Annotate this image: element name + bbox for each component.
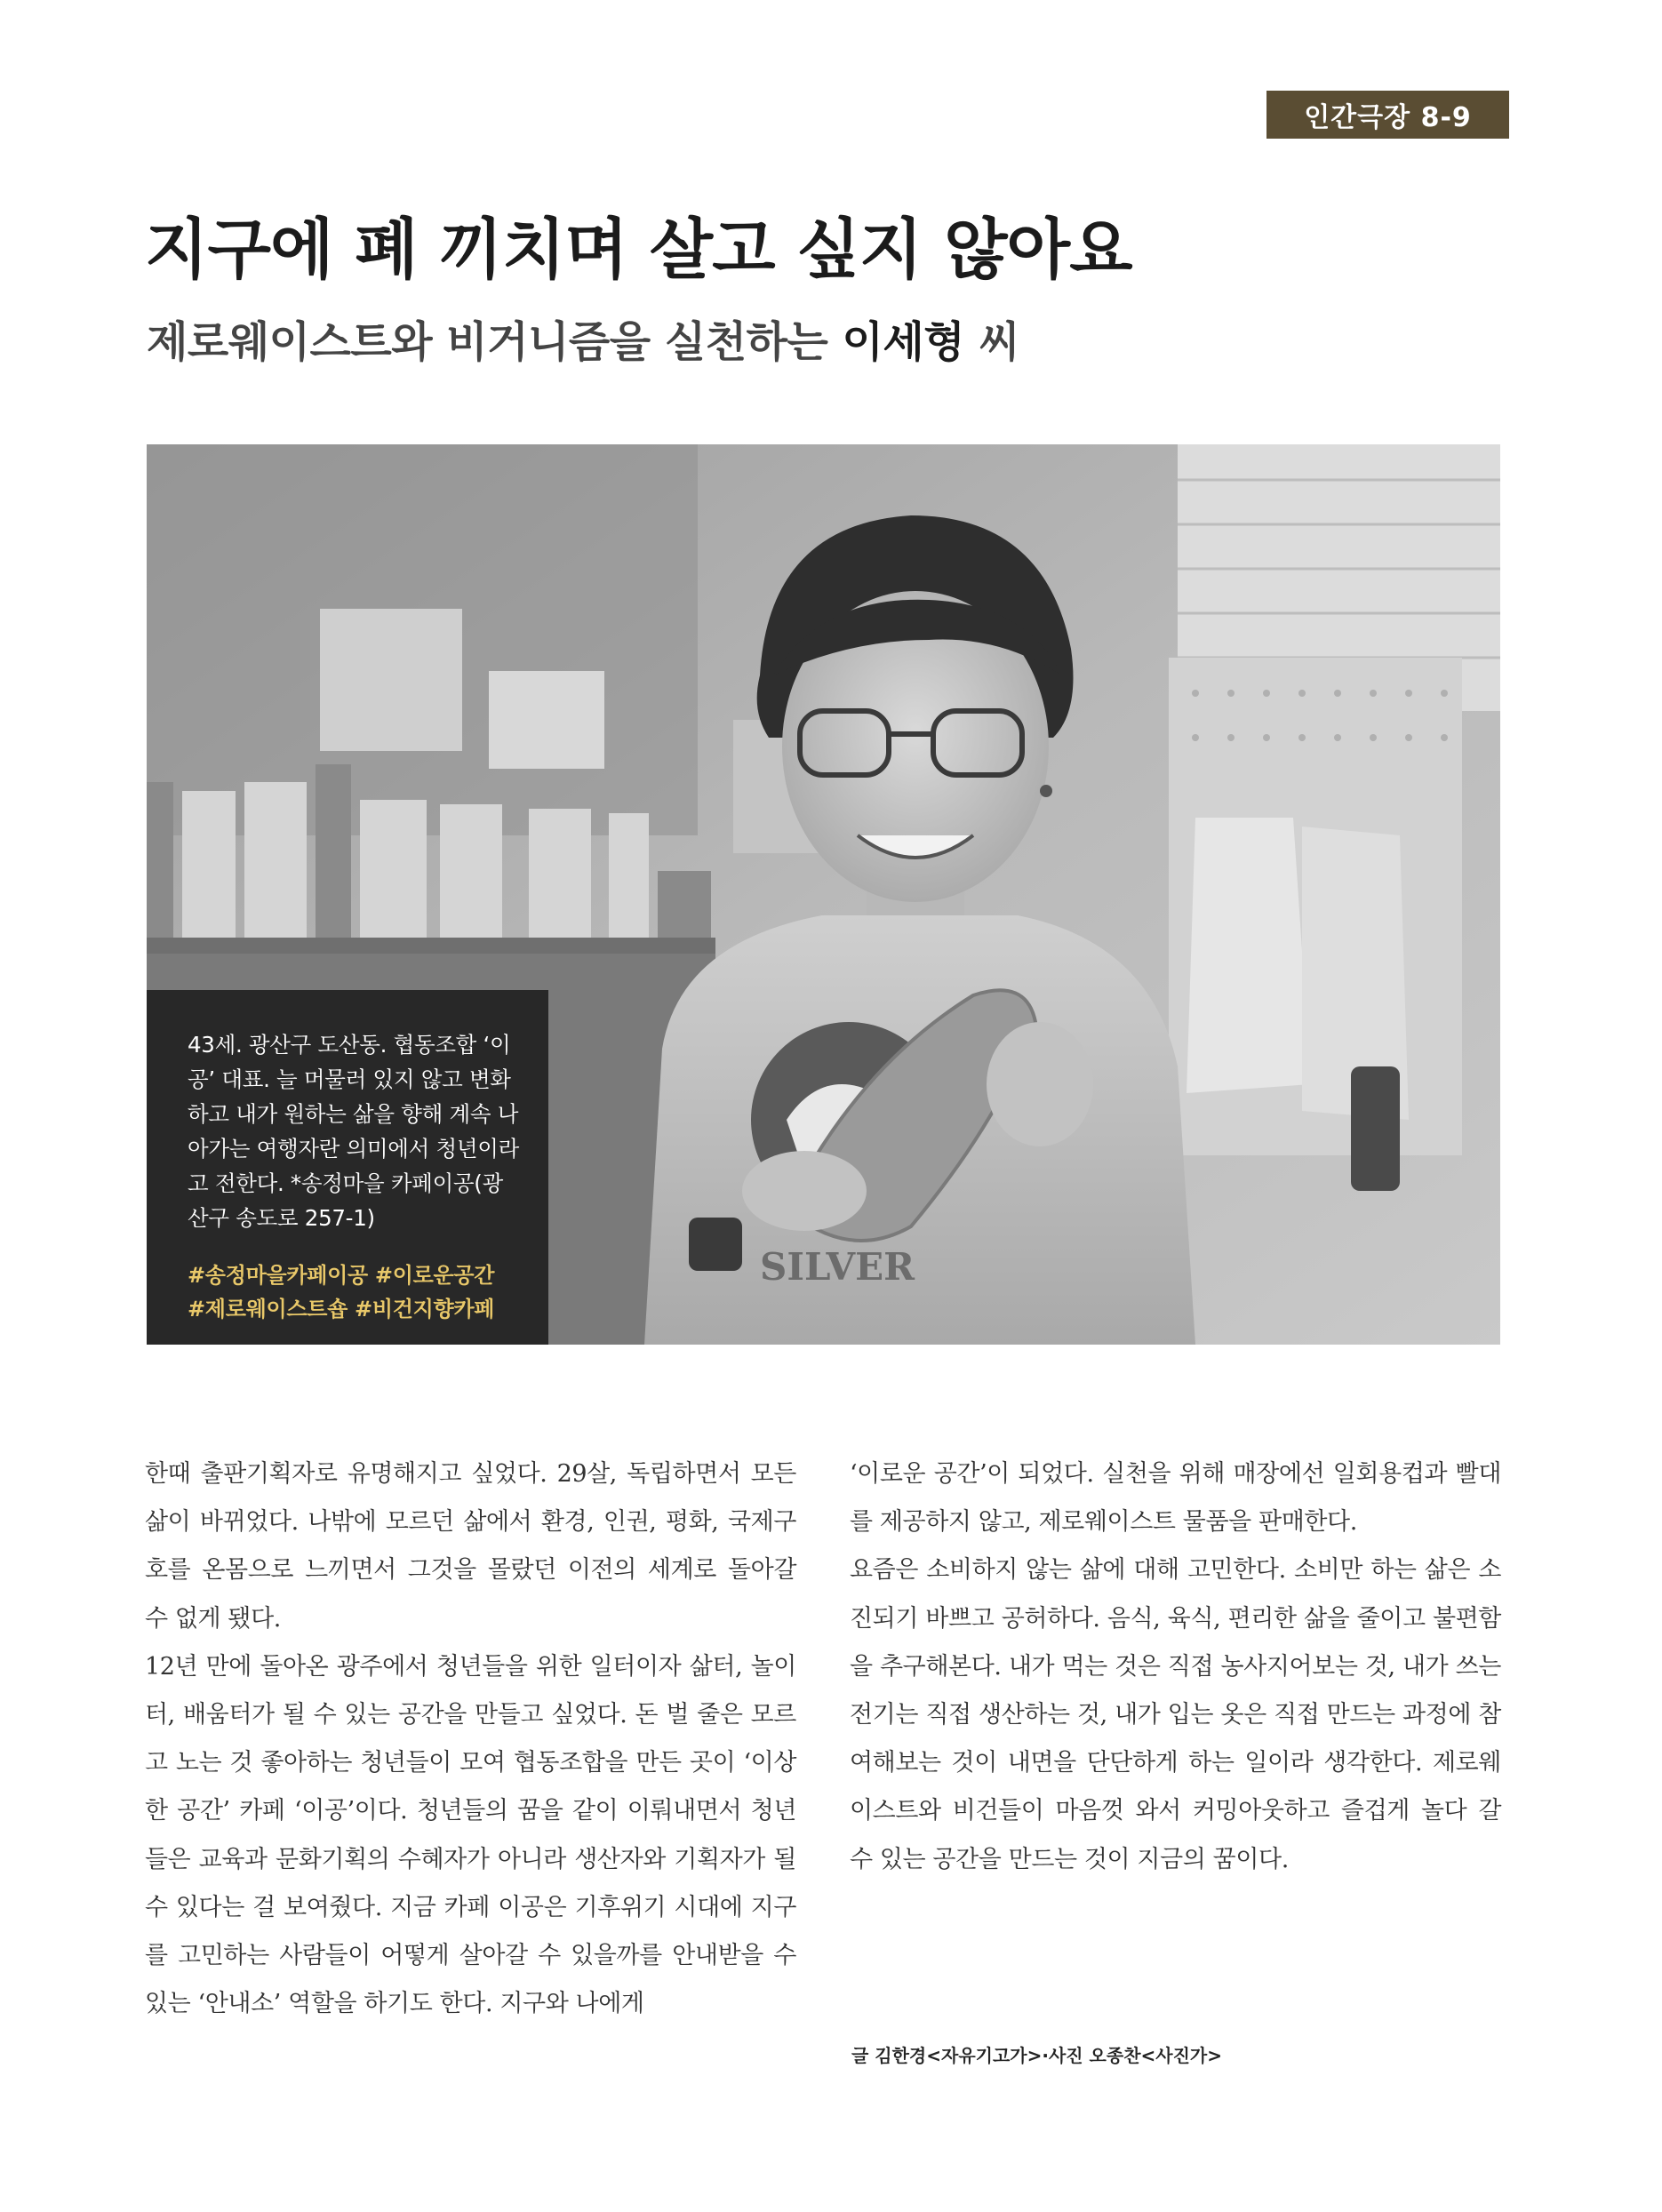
hashtag-line-1: #송정마을카페이공 #이로운공간 xyxy=(188,1263,495,1288)
subtitle-prefix: 제로웨이스트와 비거니즘을 실천하는 xyxy=(147,317,828,367)
body-paragraph: 12년 만에 돌아온 광주에서 청년들을 위한 일터이자 삶터, 놀이터, 배움터가 될 수 있는 공간을 만들고 싶었다. 돈 벌 줄은 모르고 노는 것 좋아하는 청년들이 모여 협동조합을 만든 곳이 ‘이상한 공간’ 카페 ‘이공’이다. 청년들의 꿈을 같이 이뤄내면서 청년들은 교육과 문화기획의 수혜자가 아니라 생산자와 기획자가 될 수 있다는 걸 보여줬다. 지금 카페 이공은 기후위기 시대에 지구를 고민하는 사람들이 어떻게 살아갈 수 있을까를 안내받을 수 있는 ‘안내소’ 역할을 하기도 한다. 지구와 나에게 xyxy=(145,1652,796,2018)
body-column-left xyxy=(145,1450,796,2028)
body-paragraph: 요즘은 소비하지 않는 삶에 대해 고민한다. 소비만 하는 삶은 소진되기 바쁘고 공허하다. 음식, 육식, 편리한 삶을 줄이고 불편함을 추구해본다. 내가 먹는 것은 직접 농사지어보는 것, 내가 쓰는 전기는 직접 생산하는 것, 내가 입는 옷은 직접 만드는 과정에 참여해보는 것이 내면을 단단하게 하는 일이라 생각한다. 제로웨이스트와 비건들이 마음껏 와서 커밍아웃하고 즐겁게 놀다 갈 수 있는 공간을 만드는 것이 지금의 꿈이다. xyxy=(850,1556,1501,1873)
subtitle-person-name: 이세형 xyxy=(842,317,965,367)
hashtag-line-2: #제로웨이스트숍 #비건지향카페 xyxy=(188,1297,495,1322)
article-headline: 지구에 폐 끼치며 살고 싶지 않아요 xyxy=(145,212,1132,288)
body-paragraph: ‘이로운 공간’이 되었다. 실천을 위해 매장에선 일회용컵과 빨대를 제공하지 않고, 제로웨이스트 물품을 판매한다. xyxy=(850,1460,1501,1537)
photo-caption xyxy=(147,990,548,1345)
subtitle-suffix: 씨 xyxy=(979,317,1020,367)
body-paragraph: 한때 출판기획자로 유명해지고 싶었다. 29살, 독립하면서 모든 삶이 바뀌었다. 나밖에 모르던 삶에서 환경, 인권, 평화, 국제구호를 온몸으로 느끼면서 그것을 몰랐던 이전의 세계로 돌아갈 수 없게 됐다. xyxy=(145,1460,796,1633)
shirt-print-text: SILVER xyxy=(760,1245,915,1289)
section-tag: 인간극장 8-9 xyxy=(1266,91,1509,139)
article-subtitle xyxy=(147,307,1019,369)
body-column-right xyxy=(850,1450,1501,1884)
caption-text: 43세. 광산구 도산동. 협동조합 ‘이공’ 대표. 늘 머물러 있지 않고 변화하고 내가 원하는 삶을 향해 계속 나아가는 여행자란 의미에서 청년이라고 전한다. *송정마을 카페이공(광산구 송도로 257-1) xyxy=(188,1032,519,1231)
caption-hashtags xyxy=(188,1258,522,1326)
author-credit: 글 김한경<자유기고가>·사진 오종찬<사진가> xyxy=(851,2045,1222,2066)
